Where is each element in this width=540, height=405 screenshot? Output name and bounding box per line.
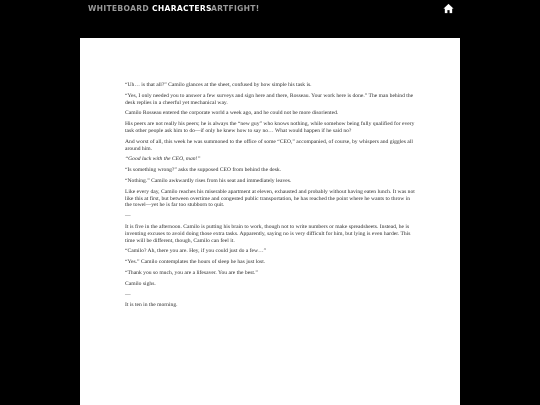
story-paragraph: “Good luck with the CEO, man!” [125,156,201,163]
top-navigation-bar [0,0,540,18]
story-paragraph: It is five in the afternoon. Camilo is putting his brain to work, though not to write numbers or make spreadsheets. Instead, he is inventing excuses to avoid doing those extra tasks. Apparently, saying no is very difficult for him, but lying is even harder. This time will be different, though, Camilo can feel it. [125,223,411,244]
story-paragraph: “Yes, I only needed you to answer a few surveys and sign here and there, Rosseau. Your work here is done.” The man behind the desk replies in a cheerful yet mechanical way. [125,92,414,106]
story-page [80,38,460,405]
story-paragraph: “Is something wrong?” asks the supposed CEO from behind the desk. [125,167,282,174]
story-paragraph: “Nothing.” Camilo awkwardly rises from his seat and immediately leaves. [125,177,292,184]
story-paragraph: Camilo sighs. [125,280,156,287]
story-paragraph: “Yes.” Camilo contemplates the hours of sleep he has just lost. [125,259,266,266]
section-divider: — [125,213,131,220]
nav-link-characters[interactable]: CHARACTERS [152,4,212,13]
story-paragraph: “Camilo? Ah, there you are. Hey, if you could just do a few…” [125,248,267,255]
story-paragraph: His peers are not really his peers; he is always the “new guy” who knows nothing, while somehow being fully qualified for every task other people ask him to do—if only he knew how to say no… What would happen if he said no? [125,121,415,134]
nav-link-artfight[interactable]: ARTFIGHT! [211,4,260,13]
story-paragraph: Camilo Rosseau entered the corporate world a week ago, and he could not be more disoriented. [125,110,339,117]
story-paragraph: It is ten in the morning. [125,302,178,309]
section-divider: — [125,291,131,298]
home-icon[interactable] [443,3,454,14]
nav-link-whiteboard[interactable]: WHITEBOARD [88,4,149,13]
story-paragraph: “Uh… is that all?” Camilo glances at the sheet, confused by how simple his task is. [125,82,312,88]
story-paragraph: And worst of all, this week he was summoned to the office of some “CEO,” accompanied, of course, by whispers and giggles all around him. [125,138,413,152]
story-text [125,82,417,313]
story-paragraph: “Thank you so much, you are a lifesaver. You are the best.” [125,269,258,276]
story-paragraph: Like every day, Camilo reaches his miserable apartment at eleven, exhausted and probably without having eaten lunch. It was not like this at first, but between overtime and congested public transportation, he has reached the point where he wants to throw in the towel—yet he is far too stubborn to quit. [125,188,415,209]
